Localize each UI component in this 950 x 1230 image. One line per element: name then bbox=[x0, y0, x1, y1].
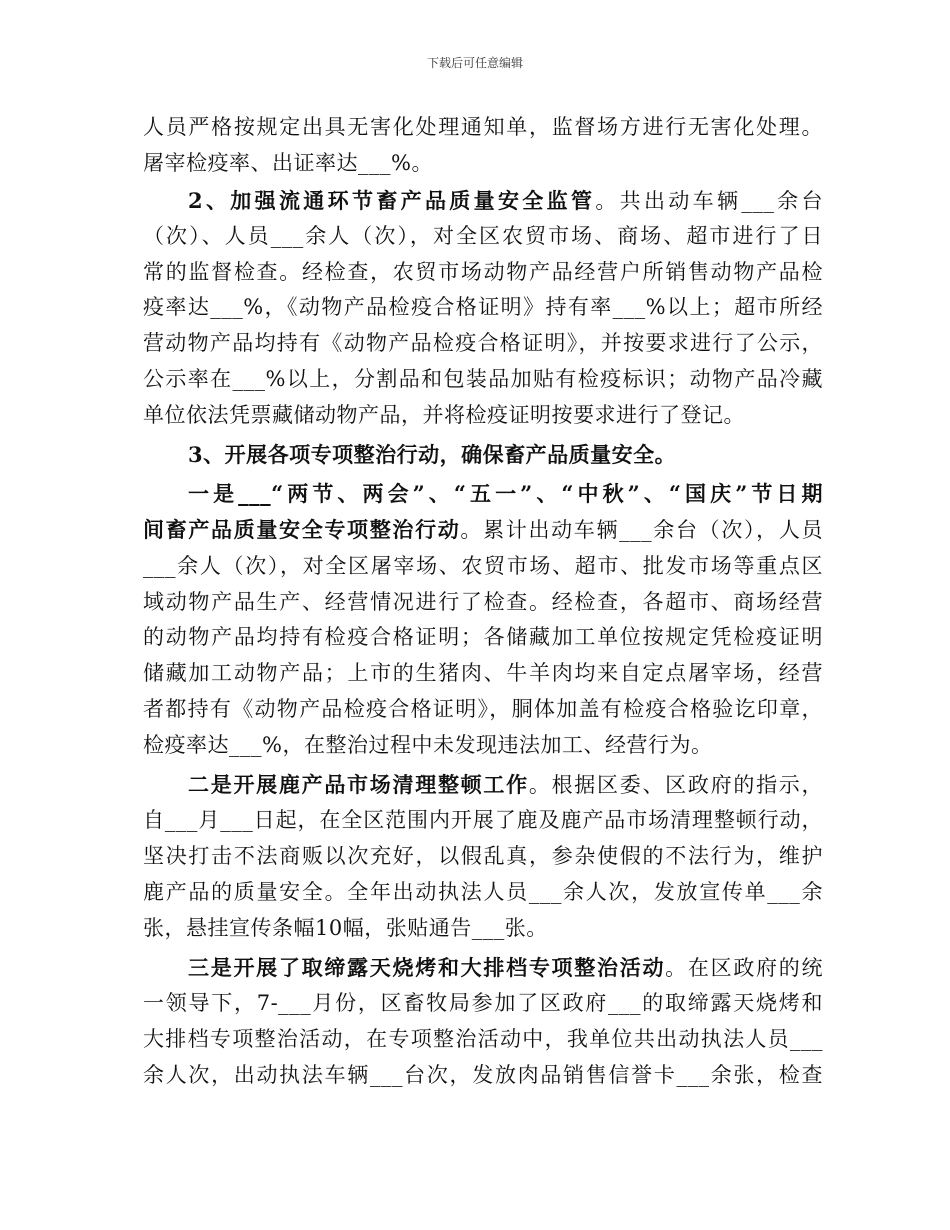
text-line bbox=[143, 400, 823, 430]
text-segment: 。累计出动车辆___余台（次），人员 bbox=[460, 518, 824, 542]
bold-heading-segment: 2、加强流通环节畜产品质量安全监管 bbox=[188, 188, 596, 213]
text-segment: 张，悬挂宣传条幅10幅，张贴通告___张。 bbox=[143, 916, 548, 940]
page-header: 下载后可任意编辑 bbox=[426, 56, 523, 70]
text-segment: 自___月___日起，在全区范围内开展了鹿及鹿产品市场清理整顿行动， bbox=[143, 808, 823, 832]
text-line bbox=[143, 841, 823, 871]
text-segment: （次）、人员___余人（次），对全区农贸市场、商场、超市进行了日 bbox=[143, 224, 823, 248]
text-line bbox=[143, 658, 823, 688]
text-segment: 余人次，出动执法车辆___台次，发放肉品销售信誉卡___余张，检查 bbox=[143, 1063, 823, 1087]
text-segment: 单位依法凭票藏储动物产品，并将检疫证明按要求进行了登记。 bbox=[143, 403, 745, 427]
text-line bbox=[188, 770, 823, 800]
text-line bbox=[143, 805, 823, 835]
text-segment: ___余人（次），对全区屠宰场、农贸市场、超市、批发市场等重点区 bbox=[143, 554, 823, 578]
text-segment: 。在区政府的统 bbox=[665, 956, 824, 980]
text-line bbox=[143, 112, 823, 142]
text-segment: 公示率在___%以上，分割品和包装品加贴有检疫标识；动物产品冷藏 bbox=[143, 367, 823, 391]
text-segment: 者都持有《动物产品检疫合格证明》，胴体加盖有检疫合格验讫印章， bbox=[143, 697, 823, 721]
text-line bbox=[143, 1024, 823, 1054]
text-line bbox=[143, 328, 823, 358]
text-line bbox=[143, 694, 823, 724]
text-line bbox=[188, 440, 823, 470]
text-line bbox=[143, 1060, 823, 1090]
bold-heading-segment: 二是开展鹿产品市场清理整顿工作 bbox=[188, 772, 529, 797]
text-line bbox=[143, 913, 823, 943]
text-line bbox=[143, 257, 823, 287]
text-segment: 营动物产品均持有《动物产品检疫合格证明》，并按要求进行了公示， bbox=[143, 331, 823, 355]
text-line bbox=[188, 479, 823, 509]
text-segment: 一领导下，7-___月份，区畜牧局参加了区政府___的取缔露天烧烤和 bbox=[143, 991, 823, 1015]
text-segment: 储藏加工动物产品；上市的生猪肉、牛羊肉均来自定点屠宰场，经营 bbox=[143, 661, 823, 685]
text-segment: 人员严格按规定出具无害化处理通知单，监督场方进行无害化处理。 bbox=[143, 115, 823, 139]
text-segment: 鹿产品的质量安全。全年出动执法人员___余人次，发放宣传单___余 bbox=[143, 880, 823, 904]
bold-heading-segment: 一是___“两节、两会”、“五一”、“中秋”、“国庆”节日期 bbox=[188, 481, 823, 506]
bold-heading-segment: 间畜产品质量安全专项整治行动 bbox=[143, 517, 461, 542]
text-segment: 屠宰检疫率、出证率达___%。 bbox=[143, 151, 433, 175]
text-line bbox=[188, 953, 823, 983]
text-line bbox=[143, 551, 823, 581]
text-line bbox=[143, 877, 823, 907]
text-segment: 大排档专项整治活动，在专项整治活动中，我单位共出动执法人员___ bbox=[143, 1027, 823, 1051]
text-line bbox=[143, 515, 823, 545]
text-line bbox=[143, 988, 823, 1018]
bold-heading-segment: 3、开展各项专项整治行动，确保畜产品质量安全。 bbox=[188, 442, 677, 467]
text-line bbox=[143, 622, 823, 652]
text-segment: 坚决打击不法商贩以次充好，以假乱真，参杂使假的不法行为，维护 bbox=[143, 844, 823, 868]
text-line bbox=[143, 730, 823, 760]
text-line bbox=[143, 292, 823, 322]
text-line bbox=[143, 221, 823, 251]
text-segment: 。共出动车辆___余台 bbox=[595, 189, 823, 213]
bold-heading-segment: 三是开展了取缔露天烧烤和大排档专项整治活动 bbox=[188, 955, 666, 980]
text-line bbox=[188, 186, 823, 216]
text-segment: 。根据区委、区政府的指示， bbox=[528, 773, 824, 797]
text-segment: 的动物产品均持有检疫合格证明；各储藏加工单位按规定凭检疫证明 bbox=[143, 625, 823, 649]
text-line bbox=[143, 148, 823, 178]
text-segment: 检疫率达___%，在整治过程中未发现违法加工、经营行为。 bbox=[143, 733, 713, 757]
text-line bbox=[143, 364, 823, 394]
text-segment: 域动物产品生产、经营情况进行了检查。经检查，各超市、商场经营 bbox=[143, 590, 823, 614]
text-segment: 疫率达___%，《动物产品检疫合格证明》持有率___%以上；超市所经 bbox=[143, 295, 823, 319]
text-line bbox=[143, 587, 823, 617]
text-segment: 常的监督检查。经检查，农贸市场动物产品经营户所销售动物产品检 bbox=[143, 260, 823, 284]
